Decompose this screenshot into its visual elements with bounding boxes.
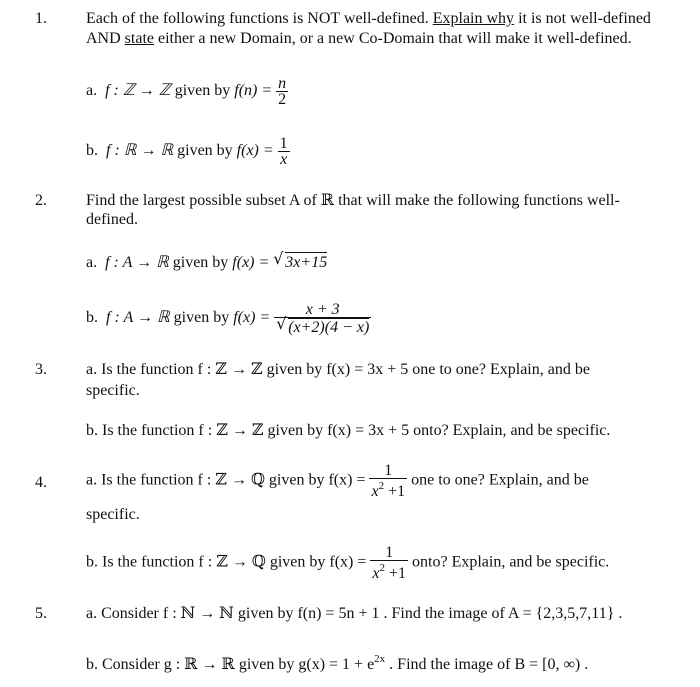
problem-4a-den-rest: +1 xyxy=(384,483,406,500)
problem-2b-denominator-wrap xyxy=(274,314,371,336)
problem-1-line-1 xyxy=(86,10,651,28)
problem-4a-pre: a. Is the function f : ℤ → ℚ given by f(x) = xyxy=(86,471,366,489)
state-underlined: state xyxy=(124,30,154,47)
problem-2-line-2: defined. xyxy=(86,211,138,228)
problem-2-line-1: Find the largest possible subset A of ℝ that will make the following functions well- xyxy=(86,192,620,209)
problem-4a-den-base: x xyxy=(371,483,379,500)
problem-2a xyxy=(86,249,328,272)
problem-1b-lhs: f(x) = xyxy=(236,142,274,160)
problem-4b-denominator xyxy=(370,561,408,581)
problem-4a-den-exp: 2 xyxy=(378,480,385,492)
problem-5b-exp: 2x xyxy=(374,653,386,665)
problem-2b-numerator: x + 3 xyxy=(274,302,371,318)
problem-4b-numerator: 1 xyxy=(370,545,408,561)
problem-1a-fraction xyxy=(276,76,288,107)
problem-2a-sqrt xyxy=(273,249,328,272)
problem-4-number: 4. xyxy=(35,474,47,491)
problem-4b-fraction xyxy=(370,545,408,581)
problem-4a-post: one to one? Explain, and be xyxy=(411,471,589,489)
problem-1-line-2-pre: AND xyxy=(86,30,121,47)
problem-3-number: 3. xyxy=(35,361,47,378)
problem-1a-label: a. xyxy=(86,82,98,100)
problem-3a-line-1: a. Is the function f : ℤ → ℤ given by f(x) = 3x + 5 one to one? Explain, and be xyxy=(86,361,590,378)
problem-1b xyxy=(86,136,290,167)
problem-2b-denominator: (x+2)(4 − x) xyxy=(288,319,370,336)
problem-1-line-1-pre: Each of the following functions is NOT well-defined. xyxy=(86,10,429,27)
problem-1-line-1-post: it is not well-defined xyxy=(518,10,651,27)
problem-1b-given: given by xyxy=(177,142,233,160)
problem-1-number: 1. xyxy=(35,10,47,27)
problem-4b-pre: b. Is the function f : ℤ → ℚ given by f(x) = xyxy=(86,553,367,571)
problem-2b-label: b. xyxy=(86,309,98,327)
problem-4a-fraction xyxy=(369,463,407,499)
problem-1a-lhs: f(n) = xyxy=(234,82,273,100)
problem-1-line-2 xyxy=(86,30,632,48)
sqrt-radical-icon: √ xyxy=(276,314,287,333)
explain-why-underlined: Explain why xyxy=(432,10,515,27)
problem-1a-numerator: n xyxy=(278,75,287,92)
problem-1a-map: f : ℤ → ℤ xyxy=(105,82,171,100)
problem-5-number: 5. xyxy=(35,605,47,622)
problem-5b-line xyxy=(86,650,588,674)
problem-2b-fraction xyxy=(274,302,371,335)
problem-2-number: 2. xyxy=(35,192,47,209)
problem-4a-denominator xyxy=(369,479,407,499)
problem-5a-line: a. Consider f : ℕ → ℕ given by f(n) = 5n + 1 . Find the image of A = {2,3,5,7,11} . xyxy=(86,605,623,622)
problem-4a-line-2: specific. xyxy=(86,506,140,523)
sqrt-radical-icon: √ xyxy=(273,249,284,268)
problem-1b-map: f : ℝ → ℝ xyxy=(106,142,174,160)
problem-1b-denominator: x xyxy=(280,151,288,168)
problem-2a-lhs: f(x) = xyxy=(232,254,270,271)
problem-2b xyxy=(86,302,371,335)
problem-4b-den-rest: +1 xyxy=(384,565,407,582)
problem-1a xyxy=(86,76,288,107)
problem-5b-pre: b. Consider g : ℝ → ℝ given by g(x) = 1 + e xyxy=(86,656,375,673)
problem-3a-line-2: specific. xyxy=(86,382,140,399)
problem-1a-denominator: 2 xyxy=(278,91,287,108)
problem-4b-den-exp: 2 xyxy=(379,562,385,574)
problem-1b-label: b. xyxy=(86,142,98,160)
problem-4a xyxy=(86,463,589,499)
problem-4b xyxy=(86,545,609,581)
problem-1b-fraction xyxy=(278,136,290,167)
problem-1a-given: given by xyxy=(174,82,231,100)
problem-2b-sqrt xyxy=(276,314,370,336)
problem-3b-line: b. Is the function f : ℤ → ℤ given by f(x) = 3x + 5 onto? Explain, and be specific. xyxy=(86,422,611,439)
problem-2b-lhs: f(x) = xyxy=(233,309,271,327)
problem-2b-map: f : A → ℝ xyxy=(106,309,170,327)
problem-1b-numerator: 1 xyxy=(279,135,288,152)
problem-4a-numerator: 1 xyxy=(369,463,407,479)
problem-2a-radicand: 3x+15 xyxy=(285,254,328,271)
problem-5b-post: . Find the image of B = [0, ∞) . xyxy=(385,656,589,673)
problem-4b-den-base: x xyxy=(372,565,380,582)
problem-2a-label: a. xyxy=(86,254,98,271)
problem-4b-post: onto? Explain, and be specific. xyxy=(412,553,610,571)
problem-2a-map: f : A → ℝ xyxy=(105,254,169,271)
problem-1-line-2-post: either a new Domain, or a new Co-Domain that will make it well-defined. xyxy=(158,30,632,47)
problem-2a-given: given by xyxy=(172,254,229,271)
problem-2b-given: given by xyxy=(173,309,230,327)
